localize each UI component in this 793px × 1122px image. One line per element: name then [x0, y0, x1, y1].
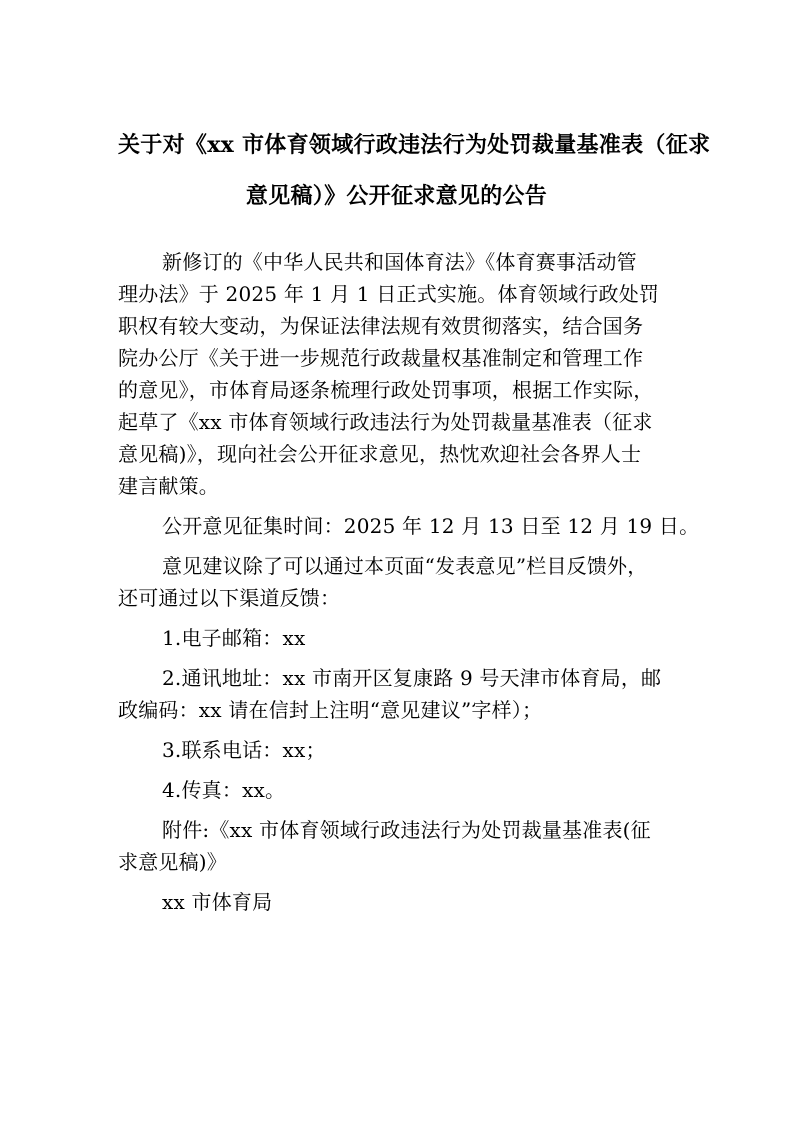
- email-item: [118, 622, 675, 654]
- phone-line: 3.联系电话：xx；: [162, 738, 326, 762]
- intro-line: 起草了《xx 市体育领域行政违法行为处罚裁量基准表（征求: [118, 410, 653, 434]
- phone-item: [118, 734, 675, 766]
- signature: [118, 886, 675, 918]
- intro-line: 的意见》，市体育局逐条梳理行政处罚事项，根据工作实际，: [118, 378, 654, 402]
- fax-item: [118, 774, 675, 806]
- intro-line: 新修订的《中华人民共和国体育法》《体育赛事活动管: [162, 250, 637, 274]
- document-title-line-2: 意见稿）》公开征求意见的公告: [245, 183, 548, 209]
- address-line: 政编码：xx 请在信封上注明“意见建议”字样）；: [118, 698, 543, 722]
- email-line: 1.电子邮箱：xx: [162, 626, 306, 650]
- attachment-line: 附件:《xx 市体育领域行政违法行为处罚裁量基准表(征: [162, 818, 651, 842]
- document-body: [118, 246, 700, 918]
- intro-line: 理办法》于 2025 年 1 月 1 日正式实施。体育领域行政处罚: [118, 282, 660, 306]
- intro-line: 建言献策。: [118, 474, 219, 498]
- fax-line: 4.传真：xx。: [162, 778, 286, 802]
- signature-line: xx 市体育局: [162, 890, 273, 914]
- intro-line: 意见稿)》，现向社会公开征求意见，热忱欢迎社会各界人士: [118, 442, 642, 466]
- address-line: 2.通讯地址：xx 市南开区复康路 9 号天津市体育局，邮: [162, 666, 662, 690]
- intro-paragraph: [118, 246, 675, 502]
- address-item: [118, 662, 675, 726]
- channels-line: 还可通过以下渠道反馈：: [118, 586, 341, 610]
- collection-period: [118, 510, 700, 542]
- attachment-line: 求意见稿)》: [118, 850, 228, 874]
- intro-line: 职权有较大变动，为保证法律法规有效贯彻落实，结合国务: [118, 314, 644, 338]
- attachment-item: [118, 814, 675, 878]
- channels-line: 意见建议除了可以通过本页面“发表意见”栏目反馈外，: [162, 554, 648, 578]
- feedback-channels-paragraph: [118, 550, 675, 614]
- intro-line: 院办公厅《关于进一步规范行政裁量权基准制定和管理工作: [118, 346, 644, 370]
- period-line: 公开意见征集时间：2025 年 12 月 13 日至 12 月 19 日。: [162, 514, 700, 538]
- document-title-line-1: 关于对《xx 市体育领域行政违法行为处罚裁量基准表（征求: [118, 132, 711, 158]
